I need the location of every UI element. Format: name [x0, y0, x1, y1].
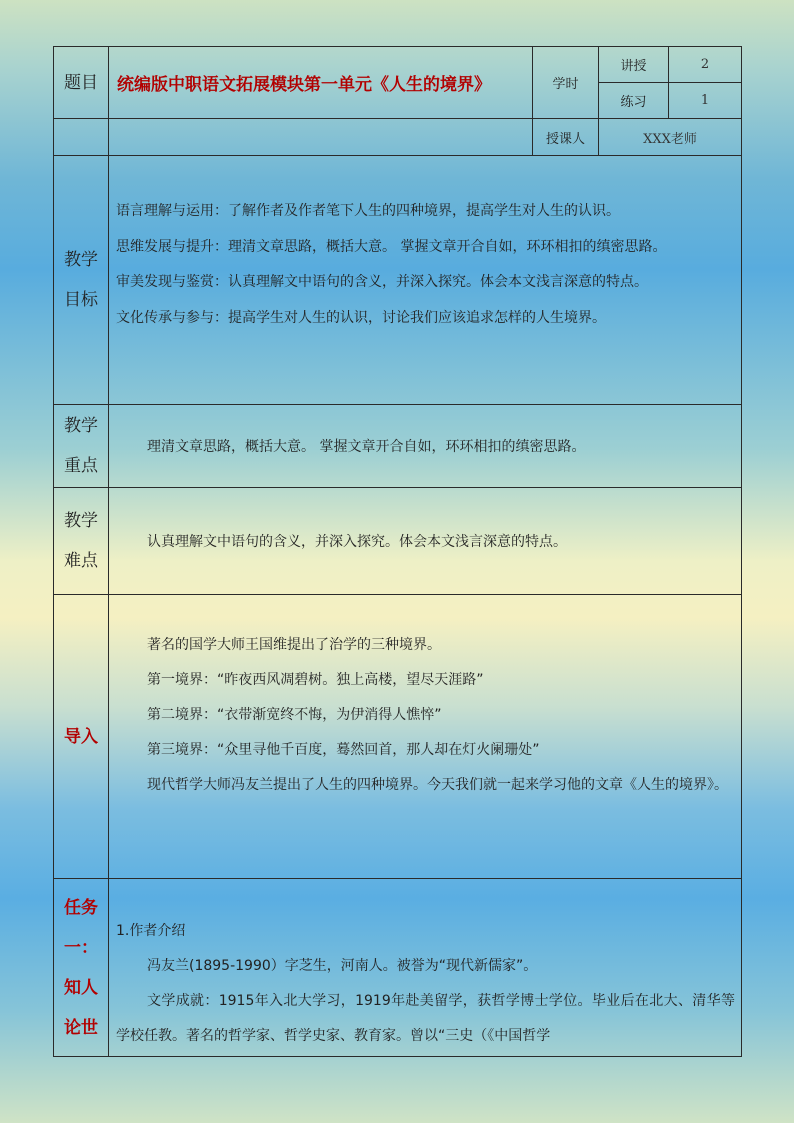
author-intro: 冯友兰(1895-1990）字芝生，河南人。被誉为“现代新儒家”。 — [147, 958, 538, 974]
hours-label: 学时 — [533, 47, 599, 119]
goals-label-line1: 教学 — [64, 250, 98, 270]
key-points-label-line2: 重点 — [64, 456, 98, 476]
lesson-plan-sheet — [53, 46, 741, 1059]
key-points-label — [54, 405, 109, 488]
difficulties-label-line1: 教学 — [64, 511, 98, 531]
header-row-3 — [54, 119, 742, 156]
teacher-label: 授课人 — [533, 119, 599, 156]
task1-content — [109, 879, 742, 1057]
intro-content — [109, 595, 742, 879]
difficulties-label-line2: 难点 — [64, 551, 98, 571]
practice-label: 练习 — [599, 83, 669, 119]
blank-cell — [109, 119, 533, 156]
intro-realm-2: 第二境界：“衣带渐宽终不悔，为伊消得人憔悴” — [147, 707, 442, 723]
goals-label — [54, 156, 109, 405]
author-achievements: 文学成就：1915年入北大学习，1919年赴美留学，获哲学博士学位。毕业后在北大、清华等学校任教。著名的哲学家、哲学史家、教育家。曾以“三史（《中国哲学 — [116, 993, 735, 1044]
intro-realm-3: 第三境界：“众里寻他千百度，蓦然回首，那人却在灯火阑珊处” — [147, 742, 540, 758]
key-points-text: 理清文章思路，概括大意。 掌握文章开合自如，环环相扣的缜密思路。 — [109, 405, 742, 488]
task1-label — [54, 879, 109, 1057]
difficulties-row — [54, 488, 742, 595]
goals-label-line2: 目标 — [64, 290, 98, 310]
topic-title: 统编版中职语文拓展模块第一单元《人生的境界》 — [109, 47, 533, 119]
goal-thinking: 思维发展与提升：理清文章思路，概括大意。 掌握文章开合自如，环环相扣的缜密思路。 — [116, 238, 667, 255]
lecture-hours: 2 — [669, 47, 742, 83]
task1-label-line4: 论世 — [64, 1017, 98, 1038]
topic-label: 题目 — [54, 47, 109, 119]
lesson-plan-table — [53, 46, 742, 1057]
goal-aesthetic: 审美发现与鉴赏：认真理解文中语句的含义，并深入探究。体会本文浅言深意的特点。 — [116, 274, 648, 290]
goals-content — [109, 156, 742, 405]
intro-realm-1: 第一境界：“昨夜西风凋碧树。独上高楼，望尽天涯路” — [147, 672, 484, 688]
goals-row — [54, 156, 742, 405]
header-row-1 — [54, 47, 742, 83]
intro-label: 导入 — [54, 595, 109, 879]
intro-row — [54, 595, 742, 879]
intro-line: 著名的国学大师王国维提出了治学的三种境界。 — [147, 637, 441, 653]
task1-heading: 1.作者介绍 — [116, 923, 186, 939]
key-points-row — [54, 405, 742, 488]
teacher-name: XXX老师 — [599, 119, 742, 156]
task1-label-line2: 一： — [64, 937, 98, 958]
blank-cell — [54, 119, 109, 156]
task1-row — [54, 879, 742, 1057]
goal-language: 语言理解与运用：了解作者及作者笔下人生的四种境界，提高学生对人生的认识。 — [116, 203, 620, 219]
practice-hours: 1 — [669, 83, 742, 119]
goal-culture: 文化传承与参与：提高学生对人生的认识，讨论我们应该追求怎样的人生境界。 — [116, 309, 606, 326]
task1-label-line1: 任务 — [64, 897, 98, 918]
task1-label-line3: 知人 — [64, 977, 98, 998]
difficulties-text: 认真理解文中语句的含义，并深入探究。体会本文浅言深意的特点。 — [109, 488, 742, 595]
lecture-label: 讲授 — [599, 47, 669, 83]
difficulties-label — [54, 488, 109, 595]
key-points-label-line1: 教学 — [64, 416, 98, 436]
intro-closing: 现代哲学大师冯友兰提出了人生的四种境界。今天我们就一起来学习他的文章《人生的境界》。 — [147, 777, 728, 793]
